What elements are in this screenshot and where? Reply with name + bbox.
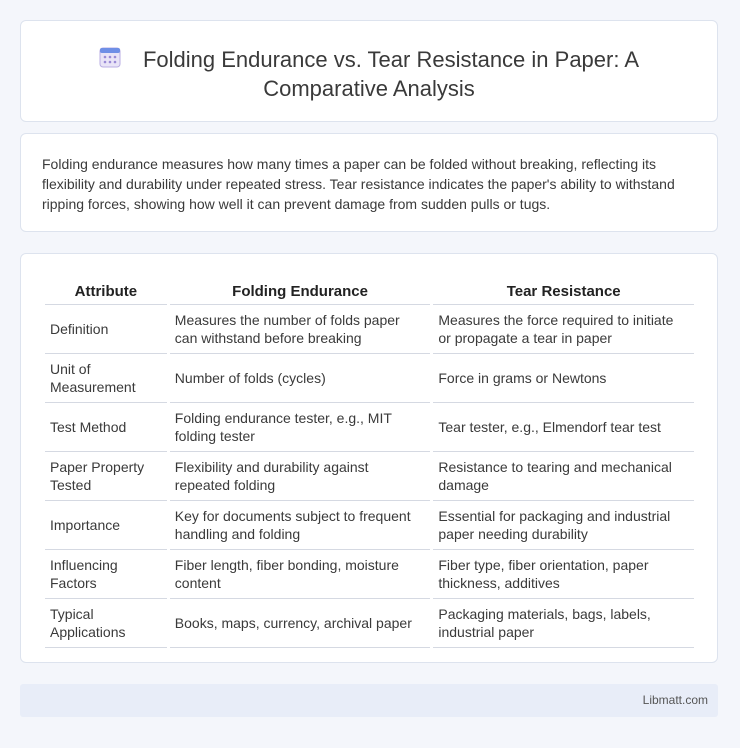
row-folding-value: Books, maps, currency, archival paper [170, 599, 431, 648]
title-card [20, 20, 718, 122]
row-attribute: Paper Property Tested [45, 452, 167, 501]
row-tear-value: Fiber type, fiber orientation, paper thickness, additives [433, 550, 694, 599]
row-tear-value: Essential for packaging and industrial paper needing durability [433, 501, 694, 550]
row-tear-value: Packaging materials, bags, labels, industrial paper [433, 599, 694, 648]
row-attribute: Test Method [45, 403, 167, 452]
table-row [45, 501, 694, 550]
table-row [45, 599, 694, 648]
title-line-1: Folding Endurance vs. Tear Resistance in Paper: A [142, 47, 640, 72]
comparison-table [42, 274, 697, 648]
row-attribute: Typical Applications [45, 599, 167, 648]
table-row [45, 452, 694, 501]
intro-card [20, 133, 718, 232]
row-folding-value: Folding endurance tester, e.g., MIT folding tester [170, 403, 431, 452]
row-tear-value: Resistance to tearing and mechanical damage [433, 452, 694, 501]
page-title [21, 45, 717, 103]
footer-bar [20, 684, 718, 717]
table-row [45, 403, 694, 452]
row-tear-value: Tear tester, e.g., Elmendorf tear test [433, 403, 694, 452]
row-folding-value: Number of folds (cycles) [170, 354, 431, 403]
footer-site-link[interactable]: Libmatt.com [642, 693, 708, 707]
row-folding-value: Key for documents subject to frequent handling and folding [170, 501, 431, 550]
row-tear-value: Force in grams or Newtons [433, 354, 694, 403]
calendar-icon [99, 46, 121, 68]
row-attribute: Definition [45, 305, 167, 354]
table-header-row [45, 274, 694, 305]
row-folding-value: Measures the number of folds paper can withstand before breaking [170, 305, 431, 354]
table-row [45, 550, 694, 599]
table-row [45, 305, 694, 354]
table-card [20, 253, 718, 663]
intro-paragraph: Folding endurance measures how many times a paper can be folded without breaking, reflecting its flexibility and durability under repeated stress. Tear resistance indicates the paper's ability to withstand ripping forces, showing how well it can prevent damage from sudden pulls or tugs. [42, 156, 675, 212]
row-attribute: Importance [45, 501, 167, 550]
row-attribute: Unit of Measurement [45, 354, 167, 403]
header-attribute: Attribute [45, 274, 167, 305]
table-row [45, 354, 694, 403]
title-line-2: Comparative Analysis [263, 76, 475, 101]
row-folding-value: Flexibility and durability against repeated folding [170, 452, 431, 501]
header-folding-endurance: Folding Endurance [170, 274, 431, 305]
row-tear-value: Measures the force required to initiate or propagate a tear in paper [433, 305, 694, 354]
row-attribute: Influencing Factors [45, 550, 167, 599]
header-tear-resistance: Tear Resistance [433, 274, 694, 305]
row-folding-value: Fiber length, fiber bonding, moisture content [170, 550, 431, 599]
